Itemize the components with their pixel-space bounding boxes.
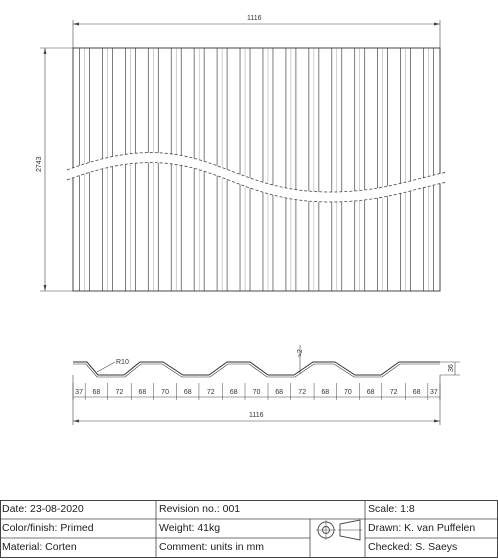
break-band <box>67 153 447 202</box>
segment-label: 72 <box>298 389 307 396</box>
segment-label: 72 <box>115 389 124 396</box>
profile-view <box>73 345 460 425</box>
thickness-label: ≈2 <box>297 349 304 357</box>
top-view <box>36 15 447 291</box>
checked-field: Checked: S. Saeys <box>368 541 458 553</box>
segment-label: 70 <box>161 389 169 396</box>
segment-label: 37 <box>430 389 438 396</box>
segment-label: 68 <box>92 389 101 396</box>
first-angle-projection-icon <box>316 520 362 540</box>
scale-field: Scale: 1:8 <box>368 503 415 515</box>
segment-label: 68 <box>229 389 238 396</box>
profile-height-label: 36 <box>448 364 455 372</box>
color-finish-field: Color/finish: Primed <box>2 522 94 534</box>
segment-label: 72 <box>389 389 398 396</box>
comment-field: Comment: units in mm <box>159 541 265 553</box>
segment-label: 70 <box>252 389 261 396</box>
height-dimension-label: 2743 <box>36 156 43 172</box>
segment-label: 68 <box>321 389 330 396</box>
material-field: Material: Corten <box>2 541 77 553</box>
segment-label: 68 <box>183 389 192 396</box>
date-field: Date: 23-08-2020 <box>2 503 84 515</box>
width-dimension-label: 1116 <box>247 15 262 22</box>
total-dimension-label: 1116 <box>249 412 264 419</box>
drawn-field: Drawn: K. van Puffelen <box>368 522 476 534</box>
segment-dimensions <box>73 383 440 400</box>
radius-label: R10 <box>116 359 129 366</box>
title-block <box>0 500 498 560</box>
segment-label: 72 <box>206 389 215 396</box>
segment-label: 68 <box>138 389 147 396</box>
panel-outline <box>73 48 440 291</box>
segment-label: 68 <box>412 389 421 396</box>
segment-label: 68 <box>366 389 375 396</box>
panel-ribs <box>79 48 433 291</box>
segment-label: 70 <box>344 389 352 396</box>
weight-field: Weight: 41kg <box>159 522 221 534</box>
segment-label: 68 <box>275 389 284 396</box>
segment-label: 37 <box>75 389 83 396</box>
revision-field: Revision no.: 001 <box>159 503 241 515</box>
